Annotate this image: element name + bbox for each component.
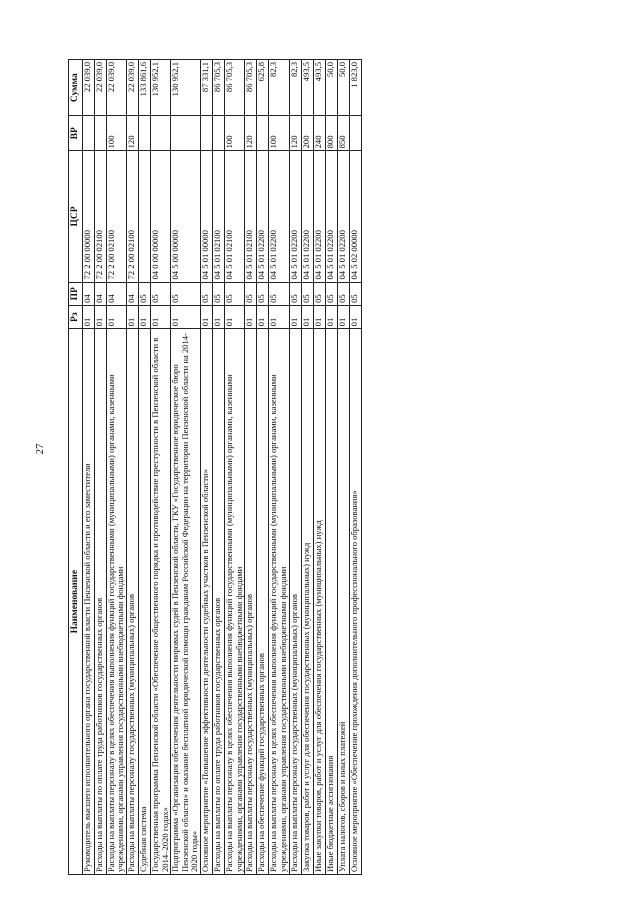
table-row	[313, 60, 325, 875]
row-csr-cell: 04 5 01 02100	[213, 151, 225, 282]
row-vr-cell: 120	[245, 116, 257, 151]
row-pr-cell: 05	[245, 282, 257, 305]
row-sum-cell: 22 039,0	[126, 60, 138, 116]
row-pr-cell: 05	[313, 282, 325, 305]
row-sum-cell: 86 705,3	[245, 60, 257, 116]
table-row	[289, 60, 301, 875]
header-csr: ЦСР	[69, 151, 83, 282]
row-csr-cell: 04 5 01 02200	[301, 151, 313, 282]
row-pr-cell: 05	[349, 282, 361, 305]
row-vr-cell: 800	[325, 116, 337, 151]
row-name-cell: Судебная система	[138, 329, 150, 875]
row-csr-cell: 04 5 01 02200	[289, 151, 301, 282]
row-vr-cell	[82, 116, 94, 151]
row-name-cell: Расходы на выплаты персоналу в целях обеспечения выполнения функций государственными (муниципальными) органами, казенными учреждениями, органами управления государственными внебюджетными фондами	[106, 329, 126, 875]
row-vr-cell	[94, 116, 106, 151]
table-row	[245, 60, 257, 875]
row-vr-cell	[349, 116, 361, 151]
table-row	[325, 60, 337, 875]
row-sum-cell: 133 861,6	[138, 60, 150, 116]
row-rz-cell: 01	[289, 305, 301, 328]
row-csr-cell: 04 5 01 02200	[337, 151, 349, 282]
table-row	[126, 60, 138, 875]
row-csr-cell: 04 5 01 02200	[269, 151, 289, 282]
row-csr-cell: 04 5 01 02200	[325, 151, 337, 282]
table-row	[301, 60, 313, 875]
table-row	[349, 60, 361, 875]
row-name-cell: Иные бюджетные ассигнования	[325, 329, 337, 875]
table-row	[269, 60, 289, 875]
row-pr-cell: 05	[257, 282, 269, 305]
row-rz-cell: 01	[257, 305, 269, 328]
table-row	[225, 60, 245, 875]
row-name-cell: Расходы на выплаты персоналу в целях обеспечения выполнения функций государственными (муниципальными) органами, казенными учреждениями, органами управления государственными внебюджетными фондами	[269, 329, 289, 875]
row-pr-cell: 05	[150, 282, 170, 305]
row-sum-cell: 493,5	[301, 60, 313, 116]
row-vr-cell	[138, 116, 150, 151]
row-pr-cell: 05	[201, 282, 213, 305]
table-row	[213, 60, 225, 875]
row-vr-cell: 200	[301, 116, 313, 151]
header-pr: ПР	[69, 282, 83, 305]
row-vr-cell: 100	[106, 116, 126, 151]
row-rz-cell: 01	[325, 305, 337, 328]
row-csr-cell: 04 5 01 02200	[313, 151, 325, 282]
table-row	[337, 60, 349, 875]
row-sum-cell: 625,8	[257, 60, 269, 116]
row-sum-cell: 22 039,0	[106, 60, 126, 116]
table-row	[106, 60, 126, 875]
row-pr-cell: 04	[94, 282, 106, 305]
row-csr-cell: 04 0 00 00000	[150, 151, 170, 282]
rotated-table-wrapper	[68, 59, 362, 875]
row-vr-cell	[257, 116, 269, 151]
row-csr-cell: 04 5 02 00000	[349, 151, 361, 282]
row-csr-cell: 04 5 01 02200	[257, 151, 269, 282]
row-pr-cell: 05	[269, 282, 289, 305]
row-name-cell: Расходы на выплаты персоналу государственных (муниципальных) органов	[245, 329, 257, 875]
row-sum-cell: 130 952,1	[150, 60, 170, 116]
row-csr-cell: 04 5 00 00000	[171, 151, 201, 282]
row-vr-cell	[171, 116, 201, 151]
row-rz-cell: 01	[301, 305, 313, 328]
row-sum-cell: 86 705,3	[225, 60, 245, 116]
row-sum-cell: 493,5	[313, 60, 325, 116]
row-vr-cell	[150, 116, 170, 151]
table-row	[82, 60, 94, 875]
row-sum-cell: 87 331,1	[201, 60, 213, 116]
row-name-cell: Расходы на обеспечение функций государственных органов	[257, 329, 269, 875]
row-name-cell: Расходы на выплаты по оплате труда работников государственных органов	[94, 329, 106, 875]
row-rz-cell: 01	[213, 305, 225, 328]
row-name-cell: Основное мероприятие «Обеспечение прохождения дополнительного профессионального образования»	[349, 329, 361, 875]
row-rz-cell: 01	[201, 305, 213, 328]
table-body	[82, 60, 361, 875]
row-csr-cell: 04 5 01 00000	[201, 151, 213, 282]
row-name-cell: Расходы на выплаты персоналу государственных (муниципальных) органов	[126, 329, 138, 875]
row-sum-cell: 1 823,0	[349, 60, 361, 116]
row-name-cell: Расходы на выплаты персоналу государственных (муниципальных) органов	[289, 329, 301, 875]
row-rz-cell: 01	[225, 305, 245, 328]
row-rz-cell: 01	[313, 305, 325, 328]
table-row	[138, 60, 150, 875]
row-csr-cell: 72 2 00 02100	[106, 151, 126, 282]
row-vr-cell: 850	[337, 116, 349, 151]
table-header-row	[69, 60, 83, 875]
row-name-cell: Государственная программа Пензенской области «Обеспечение общественного порядка и противодействие преступности в Пензенской области в 2014–2020 годах»	[150, 329, 170, 875]
row-sum-cell: 86 705,3	[213, 60, 225, 116]
row-vr-cell	[213, 116, 225, 151]
row-rz-cell: 01	[337, 305, 349, 328]
row-pr-cell: 05	[301, 282, 313, 305]
row-name-cell: Уплата налогов, сборов и иных платежей	[337, 329, 349, 875]
row-name-cell: Руководитель высшего исполнительного органа государственной власти Пензенской области и его заместители	[82, 329, 94, 875]
row-csr-cell	[138, 151, 150, 282]
table-row	[150, 60, 170, 875]
row-vr-cell: 100	[225, 116, 245, 151]
row-csr-cell: 04 5 01 02100	[225, 151, 245, 282]
header-rz: Рз	[69, 305, 83, 328]
row-rz-cell: 01	[245, 305, 257, 328]
row-vr-cell: 120	[289, 116, 301, 151]
header-sum: Сумма	[69, 60, 83, 116]
row-rz-cell: 01	[150, 305, 170, 328]
row-pr-cell: 05	[289, 282, 301, 305]
table-row	[171, 60, 201, 875]
page-number: 27	[34, 443, 46, 455]
table-row	[94, 60, 106, 875]
row-sum-cell: 50,0	[337, 60, 349, 116]
row-sum-cell: 82,3	[269, 60, 289, 116]
row-name-cell: Основное мероприятие «Повышение эффективности деятельности судебных участков в Пензенской области»	[201, 329, 213, 875]
row-rz-cell: 01	[82, 305, 94, 328]
header-vr: ВР	[69, 116, 83, 151]
row-pr-cell: 05	[225, 282, 245, 305]
row-rz-cell: 01	[138, 305, 150, 328]
table-row	[201, 60, 213, 875]
row-rz-cell: 01	[171, 305, 201, 328]
row-rz-cell: 01	[349, 305, 361, 328]
table-row	[257, 60, 269, 875]
row-sum-cell: 22 039,0	[94, 60, 106, 116]
row-vr-cell: 100	[269, 116, 289, 151]
row-rz-cell: 01	[269, 305, 289, 328]
row-csr-cell: 72 2 00 02100	[126, 151, 138, 282]
row-pr-cell: 05	[325, 282, 337, 305]
row-name-cell: Закупка товаров, работ и услуг для обеспечения государственных (муниципальных) нужд	[301, 329, 313, 875]
row-pr-cell: 04	[126, 282, 138, 305]
row-sum-cell: 82,3	[289, 60, 301, 116]
row-name-cell: Иные закупки товаров, работ и услуг для обеспечения государственных (муниципальных) нужд	[313, 329, 325, 875]
row-csr-cell: 72 2 00 00000	[82, 151, 94, 282]
row-sum-cell: 50,0	[325, 60, 337, 116]
row-rz-cell: 01	[126, 305, 138, 328]
row-csr-cell: 04 5 01 02100	[245, 151, 257, 282]
row-pr-cell: 05	[138, 282, 150, 305]
row-pr-cell: 05	[213, 282, 225, 305]
row-name-cell: Расходы на выплаты персоналу в целях обеспечения выполнения функций государственными (муниципальными) органами, казенными учреждениями, органами управления государственными внебюджетными фондами	[225, 329, 245, 875]
row-rz-cell: 01	[106, 305, 126, 328]
row-name-cell: Подпрограмма «Организация обеспечения деятельности мировых судей в Пензенской области, ГКУ «Государственное юридическое бюро Пензенской области» и оказание бесплатной юридической помощи гражданам Российской Федерации на территории Пензенской области на 2014-2020 годы»	[171, 329, 201, 875]
row-pr-cell: 04	[82, 282, 94, 305]
row-vr-cell: 240	[313, 116, 325, 151]
row-sum-cell: 22 039,0	[82, 60, 94, 116]
row-pr-cell: 04	[106, 282, 126, 305]
row-rz-cell: 01	[94, 305, 106, 328]
budget-table	[68, 59, 362, 875]
row-vr-cell	[201, 116, 213, 151]
row-pr-cell: 05	[337, 282, 349, 305]
header-name: Наименование	[69, 329, 83, 875]
row-name-cell: Расходы на выплаты по оплате труда работников государственных органов	[213, 329, 225, 875]
row-vr-cell: 120	[126, 116, 138, 151]
row-pr-cell: 05	[171, 282, 201, 305]
row-csr-cell: 72 2 00 02100	[94, 151, 106, 282]
row-sum-cell: 130 952,1	[171, 60, 201, 116]
